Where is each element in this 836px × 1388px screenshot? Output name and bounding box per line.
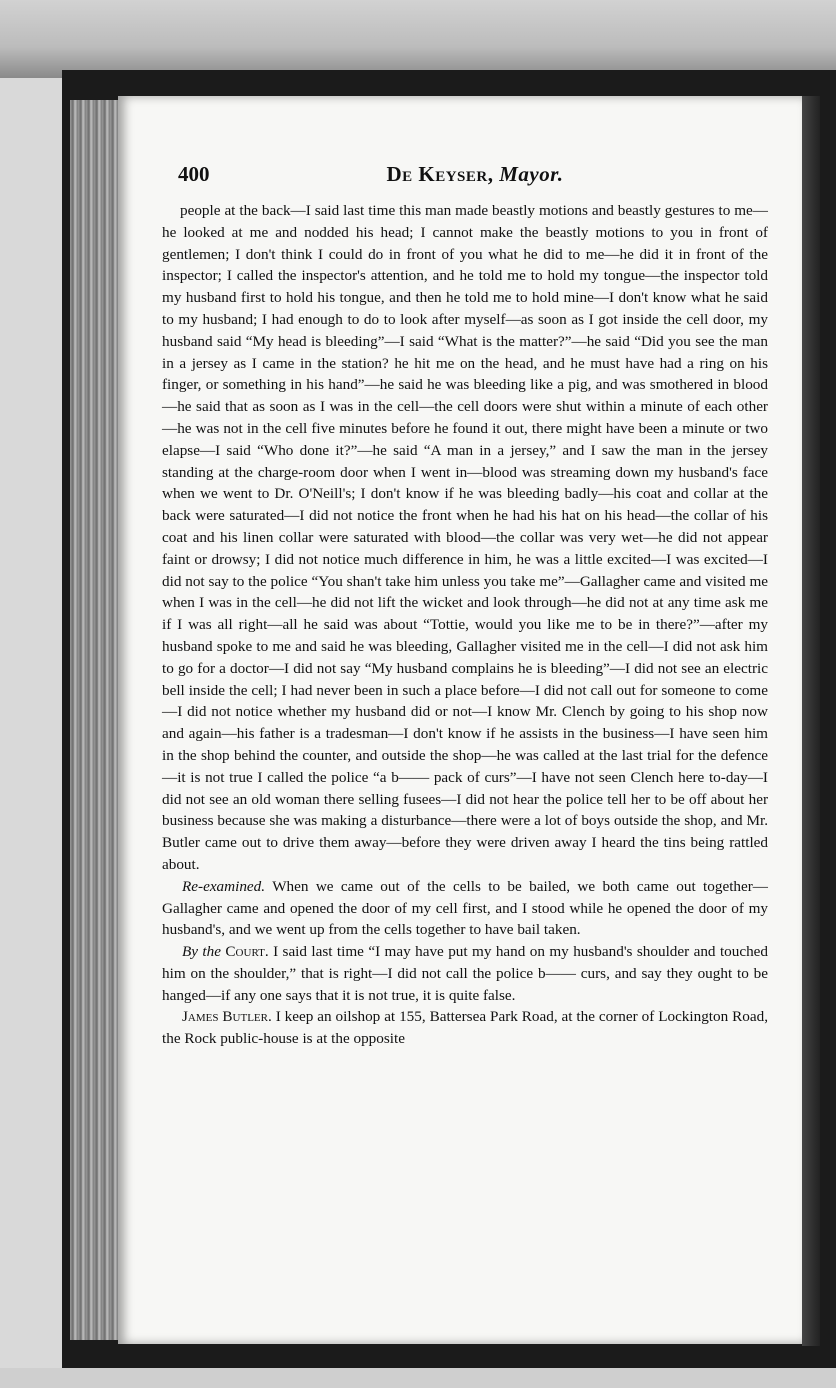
paragraph-label-court: Court.	[225, 943, 269, 961]
paragraph-text: When we came out of the cells to be bailed, we both came out together—Gallagher came and opened the door of my cell first, and I stood while he opened the door of my husband's, and we went up from the cells together to have bail taken.	[162, 877, 768, 939]
scan-background-top	[0, 0, 836, 78]
book-binding-edge	[70, 100, 120, 1340]
body-text	[162, 200, 768, 1050]
page-right-edge	[802, 96, 820, 1346]
running-title-name: De Keyser,	[386, 162, 494, 186]
speaker-name: James Butler.	[182, 1008, 272, 1026]
paragraph-re-examined	[162, 876, 768, 941]
paragraph-label: By the	[182, 943, 221, 961]
page-header	[178, 162, 772, 194]
paragraph-james-butler	[162, 1006, 768, 1050]
paragraph-text: I keep an oilshop at 155, Battersea Park Road, at the corner of Lockington Road, the Rock public-house is at the opposite	[162, 1008, 768, 1048]
paragraph-text: people at the back—I said last time this man made beastly motions and beastly gestures to me—he looked at me and nodded his head; I cannot make the beastly motions to you in front of gentlemen; I don't think I could do in front of you what he did to me—he did it in front of the inspector; I called the inspector's attention, and he told me to hold my tongue—the inspector told my husband first to hold his tongue, and then he told me to hold mine—I don't know what he said to my husband; I had enough to do to look after myself—as soon as I got inside the cell door, my husband said “My head is bleeding”—I said “What is the matter?”—he said “Did you see the man in a jersey as I came in the station? he hit me on the head, and he must have had a ring on his finger, or something in his hand”—he said he was bleeding like a pig, and was smothered in blood—he said that as soon as I was in the cell—the cell doors were shut within a minute of each other—he was not in the cell five minutes before he found it out, there might have been a minute or two elapse—I said “Who done it?”—he said “A man in a jersey,” and I saw the man in the jersey standing at the charge-room door when I went in—blood was streaming down my husband's face when we went to Dr. O'Neill's; I don't know if he was bleeding badly—his coat and collar at the back were saturated—I did not notice the front when he had his hat on his head—the collar of his coat and his linen collar were saturated with blood—the collar was very wet—he did not appear faint or drowsy; I did not notice much difference in him, he was a little excited—I was excited—I did not say to the police “You shan't take him unless you take me”—Gallagher came and visited me when I was in the cell—he did not lift the wicket and look through—he did not at any time ask me if I was all right—all he said was about “Tottie, would you like me to be in there?”—after my husband spoke to me and said he was bleeding, Gallagher visited me in the cell—I did not ask him to go for a doctor—I did not say “My husband complains he is bleeding”—I did not see an electric bell inside the cell; I had never been in such a place before—I did not call out for someone to come—I did not notice whether my husband did or not—I know Mr. Clench by going to his shop now and again—his father is a tradesman—I don't know if he assists in the business—I have seen him in the shop behind the counter, and outside the shop—he was called at the last trial for the defence—it is not true I called the police “a b—— pack of curs”—I have not seen Clench here to-day—I did not see an old woman there selling fusees—I did not hear the police tell her to be off about her business because she was making a disturbance—there were a lot of boys outside the shop, and Mr. Butler came out to drive them away—before they were driven away I heard the tins being rattled about.	[162, 202, 768, 873]
paragraph-label: Re-examined.	[182, 877, 266, 895]
paragraph-text: I said last time “I may have put my hand on my husband's shoulder and touched him on the shoulder,” that is right—I did not call the police b—— curs, and say they ought to be hanged—if any one says that it is not true, it is quite false.	[162, 943, 769, 1004]
running-title-role: Mayor.	[499, 162, 564, 186]
paragraph-by-the-court	[162, 941, 768, 1006]
scan-background-bottom	[0, 1368, 836, 1388]
running-title	[178, 162, 772, 187]
paragraph-testimony-continued	[162, 200, 768, 876]
page-number: 400	[178, 162, 210, 186]
